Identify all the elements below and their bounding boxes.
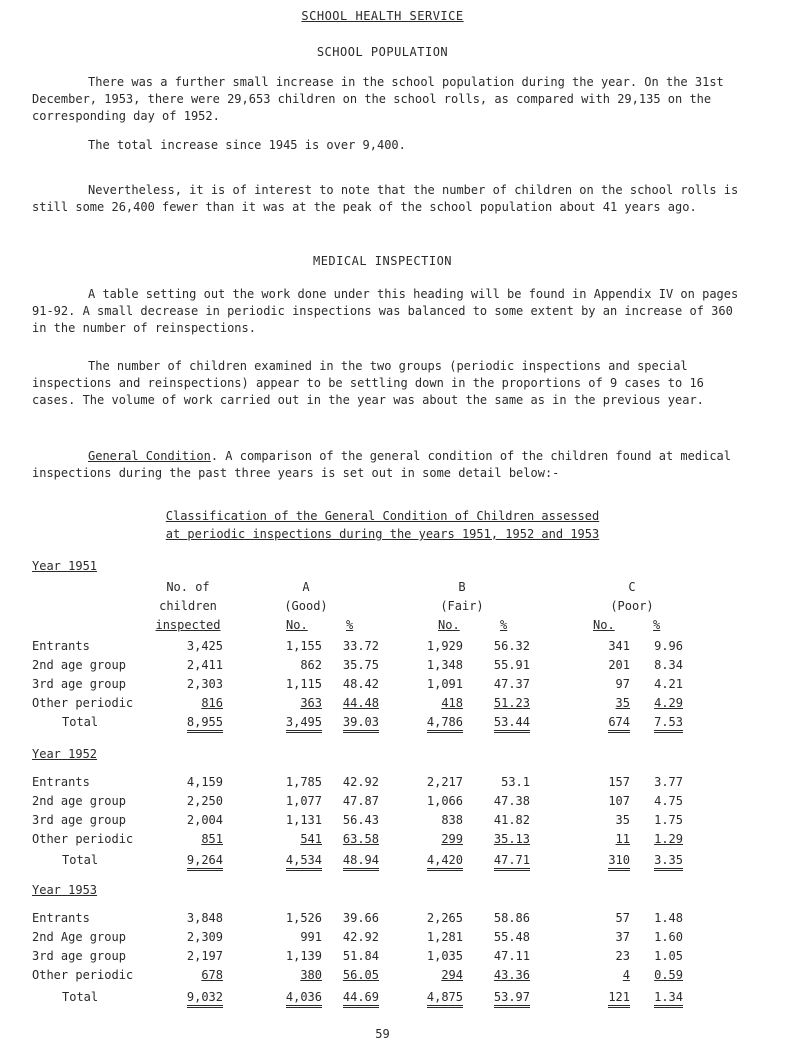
paragraph-appendix: A table setting out the work done under this heading will be found in Appendix IV on pages 91-92. A small decrease in periodic inspections was balanced to some extent by an increase of 360 in the number of reinspections. bbox=[32, 287, 739, 335]
cell-c-no: 4 bbox=[622, 968, 630, 982]
cell-c-pct: 4.21 bbox=[654, 677, 683, 691]
cell-b-pct: 53.1 bbox=[501, 775, 530, 789]
total-value: 53.97 bbox=[494, 990, 530, 1008]
cell-a-no: 380 bbox=[300, 968, 322, 982]
cell-inspected: 4,159 bbox=[186, 775, 223, 789]
cell-inspected: 851 bbox=[201, 832, 223, 846]
paragraph-total-increase: The total increase since 1945 is over 9,400. bbox=[88, 138, 406, 152]
total-value: 1.34 bbox=[654, 990, 683, 1008]
cell-inspected: 3,848 bbox=[186, 911, 223, 925]
header-a-letter: A bbox=[302, 580, 310, 594]
page-number: 59 bbox=[375, 1027, 390, 1041]
table-caption-line1: Classification of the General Condition of Children assessed bbox=[165, 509, 600, 523]
cell-b-pct: 47.11 bbox=[493, 949, 530, 963]
cell-inspected: 2,004 bbox=[186, 813, 223, 827]
cell-c-no: 23 bbox=[615, 949, 630, 963]
cell-a-no: 541 bbox=[300, 832, 322, 846]
cell-c-pct: 3.77 bbox=[654, 775, 683, 789]
cell-c-pct: 0.59 bbox=[654, 968, 683, 982]
header-c-letter: C bbox=[628, 580, 636, 594]
cell-b-pct: 56.32 bbox=[493, 639, 530, 653]
total-cell-b-no bbox=[393, 989, 463, 1006]
cell-inspected: 2,411 bbox=[186, 658, 223, 672]
header-b-pct: % bbox=[500, 618, 508, 632]
total-value: 4,875 bbox=[427, 990, 463, 1008]
header-inspected-line3: inspected bbox=[155, 618, 221, 632]
cell-inspected: 678 bbox=[201, 968, 223, 982]
header-a-good: (Good) bbox=[284, 599, 328, 613]
header-c-pct: % bbox=[653, 618, 661, 632]
cell-c-pct: 1.48 bbox=[654, 911, 683, 925]
cell-a-pct: 48.42 bbox=[342, 677, 379, 691]
cell-c-pct: 4.29 bbox=[654, 696, 683, 710]
cell-b-no: 2,217 bbox=[426, 775, 463, 789]
cell-c-no: 341 bbox=[608, 639, 630, 653]
total-cell-a-pct bbox=[309, 852, 379, 869]
cell-c-no: 35 bbox=[615, 813, 630, 827]
row-label: 3rd age group bbox=[32, 813, 126, 827]
header-b-fair: (Fair) bbox=[440, 599, 484, 613]
cell-a-no: 1,785 bbox=[285, 775, 322, 789]
header-c-poor: (Poor) bbox=[610, 599, 654, 613]
cell-inspected: 2,309 bbox=[186, 930, 223, 944]
total-value: 44.69 bbox=[343, 990, 379, 1008]
total-cell-c-pct bbox=[613, 714, 683, 731]
cell-c-no: 201 bbox=[608, 658, 630, 672]
general-condition-text: . A comparison of the general condition of the children found at medical inspections during the past three years is set out in some detail below:- bbox=[32, 449, 731, 480]
cell-a-no: 1,131 bbox=[285, 813, 322, 827]
cell-a-pct: 42.92 bbox=[342, 930, 379, 944]
cell-inspected: 3,425 bbox=[186, 639, 223, 653]
cell-c-pct: 1.60 bbox=[654, 930, 683, 944]
total-value: 9,264 bbox=[187, 853, 223, 871]
total-label: Total bbox=[62, 990, 99, 1004]
row-label: Other periodic bbox=[32, 696, 134, 710]
total-cell-inspected bbox=[153, 714, 223, 731]
cell-c-pct: 9.96 bbox=[654, 639, 683, 653]
cell-inspected: 816 bbox=[201, 696, 223, 710]
cell-c-pct: 1.05 bbox=[654, 949, 683, 963]
cell-a-pct: 56.05 bbox=[342, 968, 379, 982]
cell-b-no: 1,091 bbox=[426, 677, 463, 691]
cell-a-pct: 33.72 bbox=[342, 639, 379, 653]
cell-b-pct: 47.38 bbox=[493, 794, 530, 808]
total-value: 121 bbox=[608, 990, 630, 1008]
paragraph-general-condition bbox=[32, 448, 750, 482]
cell-a-no: 363 bbox=[300, 696, 322, 710]
paragraph-population: There was a further small increase in the school population during the year. On the 31st December, 1953, there were 29,653 children on the school rolls, as compared with 29,135 on the corresponding day of 1952. bbox=[32, 75, 724, 123]
cell-b-no: 1,035 bbox=[426, 949, 463, 963]
total-cell-b-no bbox=[393, 714, 463, 731]
cell-c-no: 97 bbox=[615, 677, 630, 691]
header-a-no: No. bbox=[286, 618, 308, 632]
cell-b-no: 1,281 bbox=[426, 930, 463, 944]
cell-b-pct: 55.91 bbox=[493, 658, 530, 672]
cell-c-no: 57 bbox=[615, 911, 630, 925]
cell-b-pct: 47.37 bbox=[493, 677, 530, 691]
cell-c-no: 157 bbox=[608, 775, 630, 789]
total-cell-b-pct bbox=[460, 852, 530, 869]
cell-b-no: 299 bbox=[441, 832, 463, 846]
total-value: 48.94 bbox=[343, 853, 379, 871]
header-inspected-line2: children bbox=[159, 599, 217, 613]
cell-c-pct: 1.29 bbox=[654, 832, 683, 846]
cell-c-no: 107 bbox=[608, 794, 630, 808]
year-heading: Year 1952 bbox=[32, 747, 98, 761]
header-c-no: No. bbox=[593, 618, 615, 632]
cell-a-pct: 63.58 bbox=[342, 832, 379, 846]
table-caption bbox=[0, 507, 765, 543]
cell-a-pct: 56.43 bbox=[342, 813, 379, 827]
cell-a-no: 1,155 bbox=[285, 639, 322, 653]
cell-b-pct: 58.86 bbox=[493, 911, 530, 925]
row-label: Entrants bbox=[32, 775, 90, 789]
cell-a-pct: 51.84 bbox=[342, 949, 379, 963]
general-condition-heading: General Condition bbox=[88, 449, 211, 463]
cell-b-pct: 51.23 bbox=[493, 696, 530, 710]
cell-b-pct: 35.13 bbox=[493, 832, 530, 846]
cell-a-pct: 47.87 bbox=[342, 794, 379, 808]
cell-a-pct: 39.66 bbox=[342, 911, 379, 925]
row-label: Entrants bbox=[32, 639, 90, 653]
row-label: Other periodic bbox=[32, 968, 134, 982]
heading-medical-inspection: MEDICAL INSPECTION bbox=[312, 254, 453, 268]
cell-c-pct: 4.75 bbox=[654, 794, 683, 808]
year-heading: Year 1951 bbox=[32, 559, 98, 573]
total-cell-b-pct bbox=[460, 714, 530, 731]
header-b-letter: B bbox=[458, 580, 466, 594]
subtitle-school-population: SCHOOL POPULATION bbox=[316, 45, 449, 59]
cell-b-pct: 43.36 bbox=[493, 968, 530, 982]
total-cell-b-pct bbox=[460, 989, 530, 1006]
total-label: Total bbox=[62, 853, 99, 867]
table-caption-line2: at periodic inspections during the years 1951, 1952 and 1953 bbox=[165, 527, 600, 541]
cell-a-no: 1,115 bbox=[285, 677, 322, 691]
total-value: 4,036 bbox=[286, 990, 322, 1008]
section-title: SCHOOL HEALTH SERVICE bbox=[301, 9, 464, 23]
total-value: 4,786 bbox=[427, 715, 463, 733]
cell-c-no: 11 bbox=[615, 832, 630, 846]
cell-a-no: 862 bbox=[300, 658, 322, 672]
total-value: 53.44 bbox=[494, 715, 530, 733]
cell-inspected: 2,250 bbox=[186, 794, 223, 808]
total-value: 3.35 bbox=[654, 853, 683, 871]
cell-a-no: 1,139 bbox=[285, 949, 322, 963]
total-cell-a-pct bbox=[309, 714, 379, 731]
cell-b-no: 2,265 bbox=[426, 911, 463, 925]
cell-b-no: 294 bbox=[441, 968, 463, 982]
total-value: 674 bbox=[608, 715, 630, 733]
total-value: 39.03 bbox=[343, 715, 379, 733]
row-label: 2nd age group bbox=[32, 658, 126, 672]
cell-b-no: 1,929 bbox=[426, 639, 463, 653]
total-cell-b-no bbox=[393, 852, 463, 869]
cell-a-no: 991 bbox=[300, 930, 322, 944]
cell-b-no: 418 bbox=[441, 696, 463, 710]
year-heading: Year 1953 bbox=[32, 883, 98, 897]
total-value: 8,955 bbox=[187, 715, 223, 733]
cell-a-pct: 44.48 bbox=[342, 696, 379, 710]
cell-b-no: 1,348 bbox=[426, 658, 463, 672]
header-b-no: No. bbox=[438, 618, 460, 632]
total-value: 47.71 bbox=[494, 853, 530, 871]
total-cell-inspected bbox=[153, 852, 223, 869]
cell-b-pct: 41.82 bbox=[493, 813, 530, 827]
total-cell-inspected bbox=[153, 989, 223, 1006]
total-cell-c-pct bbox=[613, 989, 683, 1006]
cell-c-pct: 8.34 bbox=[654, 658, 683, 672]
header-inspected-line1: No. of bbox=[166, 580, 210, 594]
paragraph-peak: Nevertheless, it is of interest to note that the number of children on the school rolls is still some 26,400 fewer than it was at the peak of the school population about 41 years ago. bbox=[32, 183, 739, 214]
cell-inspected: 2,303 bbox=[186, 677, 223, 691]
paragraph-proportions: The number of children examined in the two groups (periodic inspections and special inspections and reinspections) appear to be settling down in the proportions of 9 cases to 16 cases. The volume of work carried out in the year was about the same as in the previous year. bbox=[32, 359, 704, 407]
total-label: Total bbox=[62, 715, 99, 729]
cell-c-no: 37 bbox=[615, 930, 630, 944]
row-label: 2nd Age group bbox=[32, 930, 126, 944]
row-label: 3rd age group bbox=[32, 949, 126, 963]
row-label: Other periodic bbox=[32, 832, 134, 846]
header-a-pct: % bbox=[346, 618, 354, 632]
cell-b-no: 1,066 bbox=[426, 794, 463, 808]
total-value: 9,032 bbox=[187, 990, 223, 1008]
cell-b-pct: 55.48 bbox=[493, 930, 530, 944]
cell-c-pct: 1.75 bbox=[654, 813, 683, 827]
total-value: 310 bbox=[608, 853, 630, 871]
cell-a-no: 1,077 bbox=[285, 794, 322, 808]
cell-c-no: 35 bbox=[615, 696, 630, 710]
total-cell-a-pct bbox=[309, 989, 379, 1006]
cell-inspected: 2,197 bbox=[186, 949, 223, 963]
cell-a-pct: 35.75 bbox=[342, 658, 379, 672]
cell-a-no: 1,526 bbox=[285, 911, 322, 925]
total-cell-c-pct bbox=[613, 852, 683, 869]
row-label: Entrants bbox=[32, 911, 90, 925]
total-value: 7.53 bbox=[654, 715, 683, 733]
cell-b-no: 838 bbox=[441, 813, 463, 827]
row-label: 2nd age group bbox=[32, 794, 126, 808]
total-value: 3,495 bbox=[286, 715, 322, 733]
total-value: 4,420 bbox=[427, 853, 463, 871]
row-label: 3rd age group bbox=[32, 677, 126, 691]
cell-a-pct: 42.92 bbox=[342, 775, 379, 789]
total-value: 4,534 bbox=[286, 853, 322, 871]
